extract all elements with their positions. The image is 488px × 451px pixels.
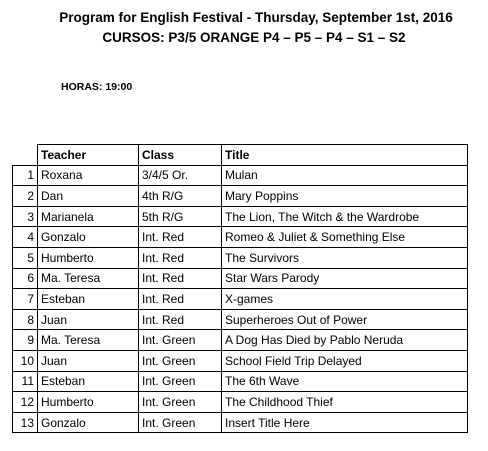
row-number: 13: [13, 412, 38, 433]
program-table: [12, 144, 468, 433]
title-cell: The Childhood Thief: [222, 392, 468, 413]
row-number: 6: [13, 268, 38, 289]
title-cell: X-games: [222, 289, 468, 310]
row-number: 1: [13, 165, 38, 186]
teacher-cell: Esteban: [38, 371, 139, 392]
row-number: 3: [13, 206, 38, 227]
teacher-cell: Dan: [38, 186, 139, 207]
document-title: Program for English Festival - Thursday, September 1st, 2016: [59, 10, 453, 25]
row-number: 4: [13, 227, 38, 248]
table-row: [13, 206, 468, 227]
teacher-cell: Ma. Teresa: [38, 268, 139, 289]
title-cell: The Lion, The Witch & the Wardrobe: [222, 206, 468, 227]
table-row: [13, 227, 468, 248]
title-cell: Mulan: [222, 165, 468, 186]
title-cell: Star Wars Parody: [222, 268, 468, 289]
table-row: [13, 412, 468, 433]
class-cell: Int. Green: [139, 392, 222, 413]
teacher-cell: Juan: [38, 309, 139, 330]
teacher-cell: Marianela: [38, 206, 139, 227]
teacher-cell: Ma. Teresa: [38, 330, 139, 351]
row-number: 10: [13, 350, 38, 371]
program-table-body: [13, 165, 468, 433]
teacher-cell: Humberto: [38, 247, 139, 268]
class-cell: Int. Red: [139, 247, 222, 268]
teacher-cell: Humberto: [38, 392, 139, 413]
teacher-cell: Juan: [38, 350, 139, 371]
class-cell: Int. Red: [139, 268, 222, 289]
table-row: [13, 289, 468, 310]
class-cell: Int. Red: [139, 289, 222, 310]
class-cell: Int. Green: [139, 350, 222, 371]
class-cell: 3/4/5 Or.: [139, 165, 222, 186]
table-row: [13, 268, 468, 289]
column-header-title: Title: [222, 145, 468, 166]
class-cell: 5th R/G: [139, 206, 222, 227]
row-number: 11: [13, 371, 38, 392]
document-subtitle-courses: CURSOS: P3/5 ORANGE P4 – P5 – P4 – S1 – S2: [102, 30, 406, 45]
class-cell: Int. Green: [139, 371, 222, 392]
title-cell: The Survivors: [222, 247, 468, 268]
row-number: 2: [13, 186, 38, 207]
row-number: 8: [13, 309, 38, 330]
table-row: [13, 392, 468, 413]
column-header-teacher: Teacher: [38, 145, 139, 166]
column-header-class: Class: [139, 145, 222, 166]
table-row: [13, 330, 468, 351]
header-blank-cell: [13, 145, 38, 166]
teacher-cell: Gonzalo: [38, 227, 139, 248]
class-cell: Int. Green: [139, 330, 222, 351]
teacher-cell: Esteban: [38, 289, 139, 310]
table-row: [13, 309, 468, 330]
class-cell: Int. Red: [139, 227, 222, 248]
row-number: 9: [13, 330, 38, 351]
class-cell: Int. Green: [139, 412, 222, 433]
row-number: 5: [13, 247, 38, 268]
table-row: [13, 350, 468, 371]
teacher-cell: Gonzalo: [38, 412, 139, 433]
title-cell: Mary Poppins: [222, 186, 468, 207]
title-cell: Insert Title Here: [222, 412, 468, 433]
table-row: [13, 186, 468, 207]
row-number: 7: [13, 289, 38, 310]
schedule-hours: HORAS: 19:00: [61, 81, 133, 93]
table-row: [13, 371, 468, 392]
title-cell: School Field Trip Delayed: [222, 350, 468, 371]
title-cell: Superheroes Out of Power: [222, 309, 468, 330]
class-cell: Int. Red: [139, 309, 222, 330]
title-cell: The 6th Wave: [222, 371, 468, 392]
table-header-row: [13, 145, 468, 166]
title-cell: A Dog Has Died by Pablo Neruda: [222, 330, 468, 351]
teacher-cell: Roxana: [38, 165, 139, 186]
class-cell: 4th R/G: [139, 186, 222, 207]
row-number: 12: [13, 392, 38, 413]
table-row: [13, 247, 468, 268]
table-row: [13, 165, 468, 186]
title-cell: Romeo & Juliet & Something Else: [222, 227, 468, 248]
